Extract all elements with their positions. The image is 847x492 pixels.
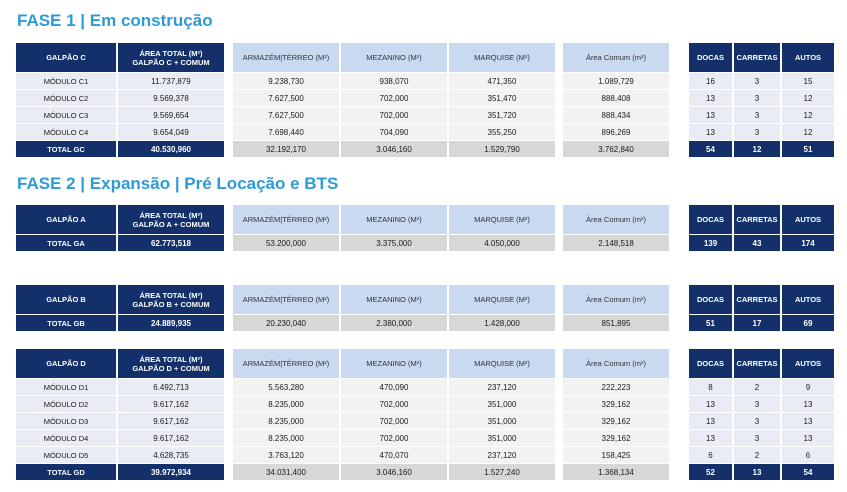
cell-docas: 13 (689, 89, 732, 106)
cell-docas: 16 (689, 72, 732, 89)
total-autos: 54 (782, 463, 834, 480)
cell-area-comum: 888,408 (563, 89, 669, 106)
total-autos: 51 (782, 140, 834, 157)
header-autos: AUTOS (782, 285, 834, 314)
cell-autos: 9 (782, 378, 834, 395)
cell-armazem: 5.563,280 (233, 378, 339, 395)
table-row (16, 72, 834, 89)
cell-marquise: 237,120 (449, 378, 555, 395)
cell-autos: 12 (782, 89, 834, 106)
total-docas: 54 (689, 140, 732, 157)
cell-marquise: 351,000 (449, 429, 555, 446)
cell-name: MÓDULO D3 (16, 412, 116, 429)
cell-marquise: 351,000 (449, 395, 555, 412)
cell-docas: 13 (689, 429, 732, 446)
total-carretas: 13 (734, 463, 780, 480)
table-galpao-b (16, 285, 834, 331)
cell-armazem: 3.763,120 (233, 446, 339, 463)
cell-mezanino: 702,000 (341, 429, 447, 446)
cell-mezanino: 702,000 (341, 106, 447, 123)
total-area-total: 40.530,960 (118, 140, 224, 157)
cell-area-total: 9.654,049 (118, 123, 224, 140)
cell-autos: 12 (782, 123, 834, 140)
total-armazem: 20.230,040 (233, 314, 339, 331)
total-armazem: 34.031,400 (233, 463, 339, 480)
total-carretas: 17 (734, 314, 780, 331)
cell-area-comum: 222,223 (563, 378, 669, 395)
table-row (16, 123, 834, 140)
total-marquise: 1.529,790 (449, 140, 555, 157)
cell-area-total: 9.569,654 (118, 106, 224, 123)
cell-docas: 13 (689, 395, 732, 412)
total-row (16, 140, 834, 157)
cell-docas: 13 (689, 412, 732, 429)
total-armazem: 32.192,170 (233, 140, 339, 157)
total-autos: 174 (782, 234, 834, 251)
cell-carretas: 3 (734, 123, 780, 140)
header-autos: AUTOS (782, 43, 834, 72)
header-mezanino: MEZANINO (M²) (341, 205, 447, 234)
total-area-total: 62.773,518 (118, 234, 224, 251)
cell-armazem: 7.627,500 (233, 106, 339, 123)
cell-marquise: 351,000 (449, 412, 555, 429)
total-docas: 139 (689, 234, 732, 251)
phase-2-title: FASE 2 | Expansão | Pré Locação e BTS (17, 174, 339, 193)
cell-name: MÓDULO C2 (16, 89, 116, 106)
cell-carretas: 3 (734, 429, 780, 446)
header-name: GALPÃO C (16, 43, 116, 72)
cell-area-comum: 329,162 (563, 395, 669, 412)
header-carretas: CARRETAS (734, 43, 780, 72)
total-docas: 51 (689, 314, 732, 331)
header-area-comum: Área Comum (m²) (563, 43, 669, 72)
header-carretas: CARRETAS (734, 349, 780, 378)
cell-area-total: 11.737,879 (118, 72, 224, 89)
cell-name: MÓDULO D4 (16, 429, 116, 446)
cell-mezanino: 702,000 (341, 395, 447, 412)
cell-carretas: 3 (734, 72, 780, 89)
cell-marquise: 471,350 (449, 72, 555, 89)
header-name: GALPÃO D (16, 349, 116, 378)
cell-mezanino: 702,000 (341, 412, 447, 429)
total-docas: 52 (689, 463, 732, 480)
header-mezanino: MEZANINO (M²) (341, 349, 447, 378)
header-row (16, 205, 834, 234)
header-marquise: MARQUISE (M²) (449, 285, 555, 314)
total-name: TOTAL GA (16, 234, 116, 251)
cell-docas: 13 (689, 123, 732, 140)
header-area-total: ÁREA TOTAL (M²) GALPÃO C + COMUM (118, 43, 224, 72)
header-row (16, 285, 834, 314)
header-row (16, 43, 834, 72)
cell-name: MÓDULO C3 (16, 106, 116, 123)
total-area-comum: 851,895 (563, 314, 669, 331)
cell-carretas: 3 (734, 395, 780, 412)
table-row (16, 429, 834, 446)
cell-armazem: 9.238,730 (233, 72, 339, 89)
cell-autos: 13 (782, 395, 834, 412)
header-carretas: CARRETAS (734, 205, 780, 234)
total-name: TOTAL GD (16, 463, 116, 480)
table-row (16, 378, 834, 395)
cell-carretas: 3 (734, 412, 780, 429)
header-carretas: CARRETAS (734, 285, 780, 314)
table-galpao-c (16, 43, 834, 157)
cell-area-total: 9.617,162 (118, 412, 224, 429)
header-area-comum: Área Comum (m²) (563, 205, 669, 234)
cell-autos: 6 (782, 446, 834, 463)
cell-area-comum: 329,162 (563, 429, 669, 446)
header-area-total: ÁREA TOTAL (M²) GALPÃO D + COMUM (118, 349, 224, 378)
header-mezanino: MEZANINO (M²) (341, 43, 447, 72)
cell-area-comum: 329,162 (563, 412, 669, 429)
cell-name: MÓDULO D2 (16, 395, 116, 412)
header-marquise: MARQUISE (M²) (449, 43, 555, 72)
total-area-total: 24.889,935 (118, 314, 224, 331)
cell-armazem: 8.235,000 (233, 412, 339, 429)
cell-area-total: 9.617,162 (118, 429, 224, 446)
table-row (16, 106, 834, 123)
header-marquise: MARQUISE (M²) (449, 349, 555, 378)
header-row (16, 349, 834, 378)
table-galpao-a (16, 205, 834, 251)
cell-carretas: 2 (734, 446, 780, 463)
cell-docas: 13 (689, 106, 732, 123)
cell-marquise: 351,470 (449, 89, 555, 106)
total-area-comum: 2.148,518 (563, 234, 669, 251)
total-carretas: 43 (734, 234, 780, 251)
total-marquise: 4.050,000 (449, 234, 555, 251)
table-galpao-d (16, 349, 834, 480)
cell-name: MÓDULO D5 (16, 446, 116, 463)
table-row (16, 446, 834, 463)
header-docas: DOCAS (689, 43, 732, 72)
header-docas: DOCAS (689, 349, 732, 378)
header-armazem: ARMAZÉM|TÉRREO (M²) (233, 285, 339, 314)
cell-name: MÓDULO D1 (16, 378, 116, 395)
cell-marquise: 351,720 (449, 106, 555, 123)
table-row (16, 412, 834, 429)
total-row (16, 314, 834, 331)
total-armazem: 53.200,000 (233, 234, 339, 251)
cell-marquise: 355,250 (449, 123, 555, 140)
cell-area-comum: 896,269 (563, 123, 669, 140)
cell-carretas: 3 (734, 89, 780, 106)
cell-carretas: 3 (734, 106, 780, 123)
cell-armazem: 8.235,000 (233, 429, 339, 446)
header-autos: AUTOS (782, 349, 834, 378)
cell-area-total: 6.492,713 (118, 378, 224, 395)
total-mezanino: 3.046,160 (341, 140, 447, 157)
total-carretas: 12 (734, 140, 780, 157)
total-mezanino: 3.046,160 (341, 463, 447, 480)
header-autos: AUTOS (782, 205, 834, 234)
total-name: TOTAL GC (16, 140, 116, 157)
header-armazem: ARMAZÉM|TÉRREO (M²) (233, 349, 339, 378)
header-docas: DOCAS (689, 285, 732, 314)
table-row (16, 395, 834, 412)
cell-area-comum: 1.089,729 (563, 72, 669, 89)
header-mezanino: MEZANINO (M²) (341, 285, 447, 314)
header-docas: DOCAS (689, 205, 732, 234)
header-marquise: MARQUISE (M²) (449, 205, 555, 234)
total-mezanino: 3.375,000 (341, 234, 447, 251)
cell-docas: 8 (689, 378, 732, 395)
total-row (16, 234, 834, 251)
phase-1-title: FASE 1 | Em construção (17, 11, 213, 30)
total-autos: 69 (782, 314, 834, 331)
cell-armazem: 7.698,440 (233, 123, 339, 140)
header-area-total: ÁREA TOTAL (M²) GALPÃO B + COMUM (118, 285, 224, 314)
total-marquise: 1.428,000 (449, 314, 555, 331)
header-name: GALPÃO B (16, 285, 116, 314)
header-area-comum: Área Comum (m²) (563, 349, 669, 378)
header-armazem: ARMAZÉM|TÉRREO (M²) (233, 43, 339, 72)
cell-mezanino: 938,070 (341, 72, 447, 89)
cell-armazem: 7.627,500 (233, 89, 339, 106)
cell-name: MÓDULO C4 (16, 123, 116, 140)
cell-mezanino: 702,000 (341, 89, 447, 106)
total-area-comum: 1.368,134 (563, 463, 669, 480)
cell-area-total: 9.617,162 (118, 395, 224, 412)
cell-docas: 6 (689, 446, 732, 463)
cell-armazem: 8.235,000 (233, 395, 339, 412)
total-marquise: 1.527,240 (449, 463, 555, 480)
total-mezanino: 2.380,000 (341, 314, 447, 331)
cell-autos: 13 (782, 429, 834, 446)
cell-name: MÓDULO C1 (16, 72, 116, 89)
total-area-total: 39.972,934 (118, 463, 224, 480)
cell-autos: 12 (782, 106, 834, 123)
total-name: TOTAL GB (16, 314, 116, 331)
cell-area-total: 9.569,378 (118, 89, 224, 106)
cell-mezanino: 704,090 (341, 123, 447, 140)
cell-area-comum: 158,425 (563, 446, 669, 463)
header-armazem: ARMAZÉM|TÉRREO (M²) (233, 205, 339, 234)
cell-marquise: 237,120 (449, 446, 555, 463)
table-row (16, 89, 834, 106)
cell-autos: 15 (782, 72, 834, 89)
cell-mezanino: 470,090 (341, 378, 447, 395)
header-area-total: ÁREA TOTAL (M²) GALPÃO A + COMUM (118, 205, 224, 234)
cell-autos: 13 (782, 412, 834, 429)
header-area-comum: Área Comum (m²) (563, 285, 669, 314)
cell-area-total: 4.628,735 (118, 446, 224, 463)
header-name: GALPÃO A (16, 205, 116, 234)
cell-mezanino: 470,070 (341, 446, 447, 463)
cell-area-comum: 888,434 (563, 106, 669, 123)
total-area-comum: 3.762,840 (563, 140, 669, 157)
cell-carretas: 2 (734, 378, 780, 395)
total-row (16, 463, 834, 480)
